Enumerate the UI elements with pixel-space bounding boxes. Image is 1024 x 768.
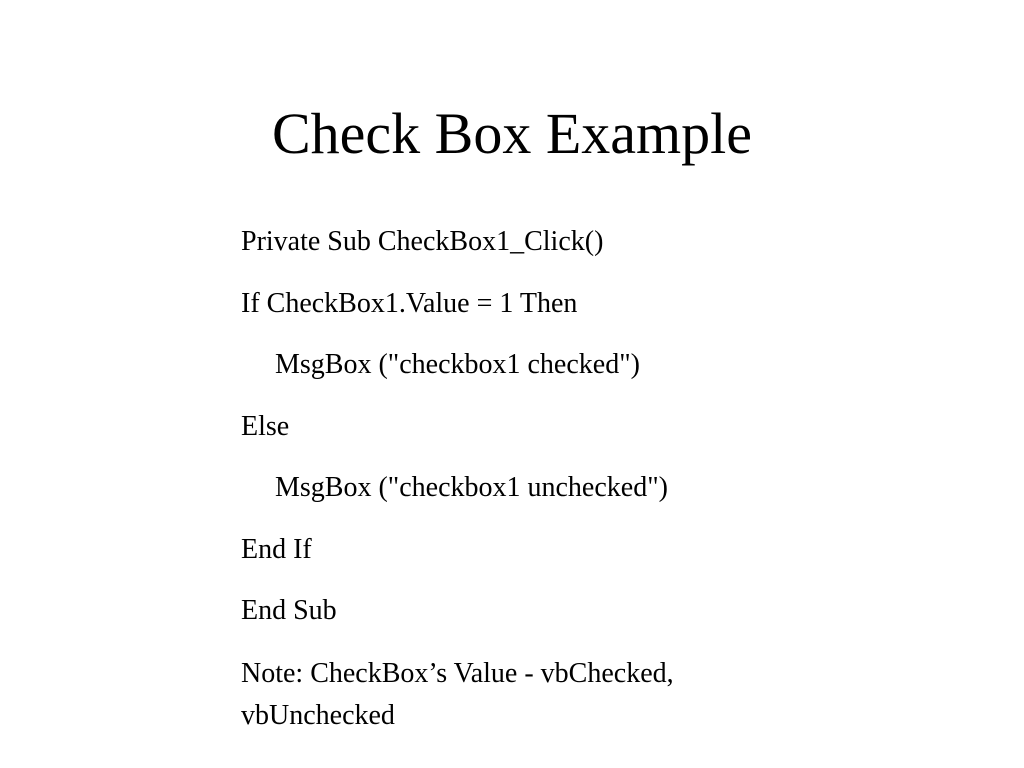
code-line-if-statement: If CheckBox1.Value = 1 Then bbox=[241, 287, 578, 319]
code-line-msgbox-unchecked: MsgBox ("checkbox1 unchecked") bbox=[275, 472, 668, 503]
code-line-sub-declaration: Private Sub CheckBox1_Click() bbox=[241, 226, 604, 257]
code-line-end-if: End If bbox=[241, 533, 312, 565]
code-line-end-sub: End Sub bbox=[241, 595, 337, 626]
code-line-else: Else bbox=[241, 410, 290, 442]
code-block bbox=[241, 222, 801, 737]
code-line-msgbox-checked: MsgBox ("checkbox1 checked") bbox=[275, 349, 640, 380]
note-text: Note: CheckBox’s Value - vbChecked, vbUnchecked bbox=[241, 657, 674, 731]
slide-title: Check Box Example bbox=[271, 101, 752, 166]
